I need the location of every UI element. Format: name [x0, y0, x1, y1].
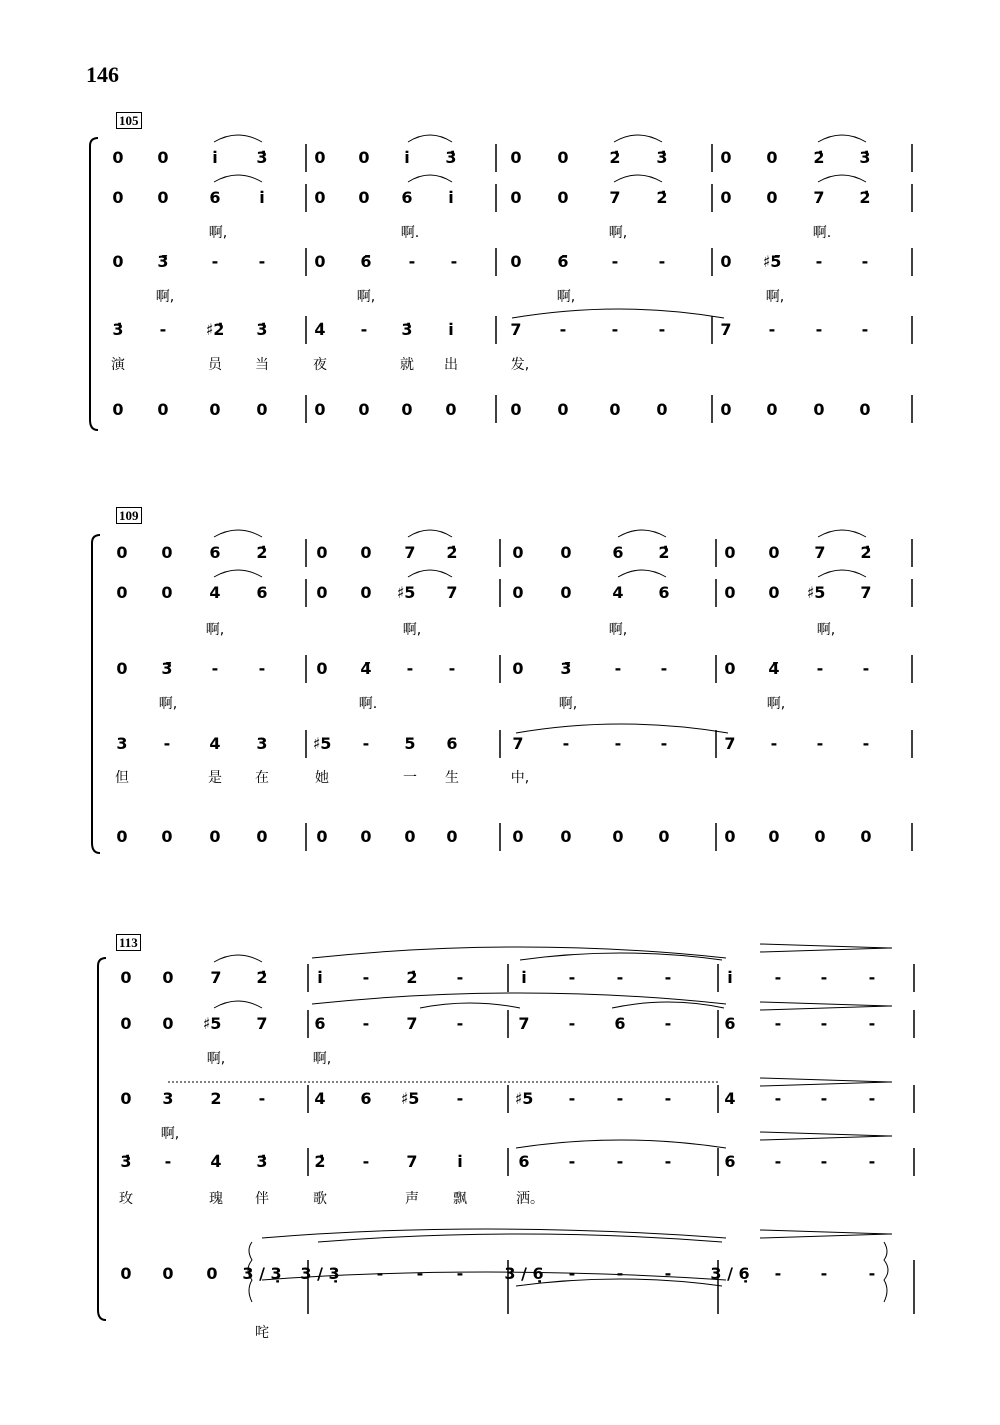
lyric: 啊.: [812, 225, 832, 241]
note: -: [616, 1152, 624, 1171]
note: 0: [720, 252, 732, 271]
note: 6: [614, 1014, 626, 1033]
note: 0: [112, 188, 124, 207]
note: 2̇: [656, 188, 668, 207]
note: i̇: [727, 968, 733, 987]
note: i̇: [521, 968, 527, 987]
note: 2̇: [256, 543, 268, 562]
note: 0: [814, 827, 826, 846]
note: 0: [510, 400, 522, 419]
note: 6: [658, 583, 670, 602]
lyric: 演: [111, 357, 125, 373]
note: 0: [446, 827, 458, 846]
note: -: [815, 252, 823, 271]
note: 0: [720, 188, 732, 207]
note: 4: [612, 583, 624, 602]
note: -: [568, 1152, 576, 1171]
note: 0: [813, 400, 825, 419]
note: -: [768, 320, 776, 339]
note: -: [211, 659, 219, 678]
note: -: [868, 968, 876, 987]
note: 7: [406, 1152, 418, 1171]
lyric: 出: [444, 357, 458, 373]
note: -: [406, 659, 414, 678]
note: -: [770, 734, 778, 753]
note: 7: [609, 188, 621, 207]
lyric: 啊,: [556, 289, 576, 305]
lyric: 啊,: [205, 622, 225, 638]
lyric: 瑰: [209, 1191, 223, 1207]
note: 0: [860, 827, 872, 846]
note: 2: [210, 1089, 222, 1108]
note: 0: [724, 543, 736, 562]
note: -: [258, 1089, 266, 1108]
note: 0: [766, 400, 778, 419]
note: -: [664, 1014, 672, 1033]
note: 0: [314, 148, 326, 167]
note: -: [562, 734, 570, 753]
note: 0: [859, 400, 871, 419]
note: 0: [404, 827, 416, 846]
lyric: 啊,: [608, 225, 628, 241]
score-system-2: [0, 505, 1000, 855]
note: 4: [724, 1089, 736, 1108]
lyric: 啊,: [312, 1051, 332, 1067]
note: -: [408, 252, 416, 271]
note: -: [456, 968, 464, 987]
lyric: 员: [208, 357, 222, 373]
note: 4: [314, 1089, 326, 1108]
lyric: 啊.: [400, 225, 420, 241]
note: -: [868, 1264, 876, 1283]
note: -: [820, 1089, 828, 1108]
note: 4: [209, 734, 221, 753]
note: 5: [404, 734, 416, 753]
note: 4̇: [210, 1152, 222, 1171]
lyric: 啊,: [158, 696, 178, 712]
lyric: 啊,: [765, 289, 785, 305]
note: 0: [360, 827, 372, 846]
note: 0: [162, 968, 174, 987]
note: 0: [512, 543, 524, 562]
note: 0: [658, 827, 670, 846]
note: 0: [120, 1089, 132, 1108]
note: 0: [766, 148, 778, 167]
note: 3̇: [120, 1152, 132, 1171]
note: -: [448, 659, 456, 678]
lyric: 中,: [510, 770, 530, 786]
lyric: 夜: [313, 357, 327, 373]
lyric: 啊,: [558, 696, 578, 712]
note: 3 / 3̣: [300, 1264, 340, 1283]
note: -: [362, 1014, 370, 1033]
note: 0: [560, 543, 572, 562]
note: 3 / 6̣: [504, 1264, 544, 1283]
note: -: [376, 1264, 384, 1283]
note: ♯5: [806, 583, 826, 602]
note: 0: [445, 400, 457, 419]
note: 0: [609, 400, 621, 419]
note: 0: [512, 659, 524, 678]
lyric: 在: [255, 770, 269, 786]
note: -: [568, 1264, 576, 1283]
lyric: 生: [445, 770, 459, 786]
note: 7: [256, 1014, 268, 1033]
note: ♯5: [312, 734, 332, 753]
note: -: [616, 968, 624, 987]
system-1-lines: [0, 110, 1000, 440]
note: -: [664, 1264, 672, 1283]
note: 0: [112, 148, 124, 167]
lyric: 啊,: [816, 622, 836, 638]
note: 0: [116, 583, 128, 602]
note: 0: [316, 583, 328, 602]
note: 0: [656, 400, 668, 419]
note: -: [611, 320, 619, 339]
note: 3: [116, 734, 128, 753]
note: ♯5: [202, 1014, 222, 1033]
note: 0: [314, 252, 326, 271]
note: 6: [446, 734, 458, 753]
note: 0: [766, 188, 778, 207]
note: 0: [720, 148, 732, 167]
note: 3: [256, 734, 268, 753]
note: 0: [720, 400, 732, 419]
note: -: [658, 320, 666, 339]
lyric: 一: [403, 770, 417, 786]
note: 2̇: [609, 148, 621, 167]
note: 0: [116, 543, 128, 562]
note: 0: [724, 583, 736, 602]
note: 3̇: [256, 1152, 268, 1171]
note: i̇: [259, 188, 265, 207]
note: 2̇: [860, 543, 872, 562]
note: 3̄: [157, 252, 169, 271]
note: 0: [557, 148, 569, 167]
note: ♯2̇: [205, 320, 225, 339]
note: 0: [768, 543, 780, 562]
note: 0: [401, 400, 413, 419]
note: 6: [360, 1089, 372, 1108]
note: 7: [720, 320, 732, 339]
note: 3̇: [112, 320, 124, 339]
note: -: [163, 734, 171, 753]
note: 4̄: [360, 659, 372, 678]
note: 0: [560, 583, 572, 602]
note: 0: [316, 543, 328, 562]
note: 2̇: [658, 543, 670, 562]
note: 6: [314, 1014, 326, 1033]
note: i̇: [317, 968, 323, 987]
note: 3 / 6̣: [710, 1264, 750, 1283]
system-3-lines: [0, 930, 1000, 1350]
note: 2̇: [813, 148, 825, 167]
note: -: [658, 252, 666, 271]
lyric: 啊,: [608, 622, 628, 638]
note: -: [456, 1014, 464, 1033]
note: -: [568, 1089, 576, 1108]
lyric: 当: [255, 357, 269, 373]
note: 0: [768, 583, 780, 602]
note: -: [416, 1264, 424, 1283]
note: 0: [256, 400, 268, 419]
note: -: [664, 1152, 672, 1171]
note: 2̇: [256, 968, 268, 987]
lyric: 啊,: [155, 289, 175, 305]
note: 4̇: [314, 320, 326, 339]
note: -: [362, 1152, 370, 1171]
note: 3̄: [161, 659, 173, 678]
lyric: 啊,: [160, 1126, 180, 1142]
note: 0: [358, 400, 370, 419]
note: -: [660, 734, 668, 753]
note: 0: [209, 827, 221, 846]
note: -: [774, 968, 782, 987]
note: 0: [157, 148, 169, 167]
note: 2̇: [314, 1152, 326, 1171]
note: -: [568, 1014, 576, 1033]
note: 7: [518, 1014, 530, 1033]
note: 6̄: [557, 252, 569, 271]
note: -: [211, 252, 219, 271]
note: -: [614, 734, 622, 753]
note: -: [450, 252, 458, 271]
note: 6: [724, 1014, 736, 1033]
note: -: [258, 659, 266, 678]
note: 0: [162, 1014, 174, 1033]
note: 0: [157, 188, 169, 207]
note: 7: [406, 1014, 418, 1033]
note: -: [774, 1014, 782, 1033]
note: i̇: [404, 148, 410, 167]
note: i̇: [448, 320, 454, 339]
lyric: 啊,: [208, 225, 228, 241]
lyric: 歌: [313, 1191, 327, 1207]
score-system-3: [0, 930, 1000, 1350]
note: 0: [161, 543, 173, 562]
note: 2̇: [406, 968, 418, 987]
note: -: [568, 968, 576, 987]
lyric: 她: [315, 770, 329, 786]
note: 7: [446, 583, 458, 602]
note: -: [816, 734, 824, 753]
measure-number: 113: [116, 934, 141, 951]
note: -: [559, 320, 567, 339]
lyric: 啊.: [358, 696, 378, 712]
note: i̇: [448, 188, 454, 207]
page-number: 146: [86, 62, 119, 87]
note: -: [868, 1089, 876, 1108]
note: 0: [360, 543, 372, 562]
note: 6̄: [360, 252, 372, 271]
note: -: [660, 659, 668, 678]
note: 3̇: [401, 320, 413, 339]
note: -: [159, 320, 167, 339]
note: ♯5̄: [762, 252, 782, 271]
note: 0: [120, 1264, 132, 1283]
note: 0: [358, 148, 370, 167]
note: ♯5: [396, 583, 416, 602]
note: 6: [612, 543, 624, 562]
note: ♯5: [514, 1089, 534, 1108]
note: 6: [209, 188, 221, 207]
note: 0: [161, 827, 173, 846]
note: 0: [557, 400, 569, 419]
note: 0: [120, 968, 132, 987]
note: 0: [209, 400, 221, 419]
note: 0: [512, 827, 524, 846]
note: 0: [256, 827, 268, 846]
note: 7: [724, 734, 736, 753]
note: -: [861, 252, 869, 271]
note: -: [862, 734, 870, 753]
note: -: [820, 1152, 828, 1171]
note: 3̇: [256, 320, 268, 339]
note: 0: [162, 1264, 174, 1283]
measure-number: 105: [116, 112, 142, 129]
note: -: [362, 968, 370, 987]
note: 0: [316, 827, 328, 846]
note: -: [862, 659, 870, 678]
note: 0: [512, 583, 524, 602]
note: 6: [209, 543, 221, 562]
note: -: [820, 1264, 828, 1283]
note: -: [360, 320, 368, 339]
note: 0: [557, 188, 569, 207]
note: -: [820, 968, 828, 987]
lyric: 啊,: [402, 622, 422, 638]
note: 3: [162, 1089, 174, 1108]
lyric: 但: [115, 770, 129, 786]
score-system-1: [0, 110, 1000, 440]
note: 0: [116, 659, 128, 678]
lyric: 啊,: [206, 1051, 226, 1067]
note: 0: [510, 252, 522, 271]
note: 4: [209, 583, 221, 602]
note: -: [456, 1089, 464, 1108]
note: -: [664, 1089, 672, 1108]
note: -: [611, 252, 619, 271]
lyric: 伴: [255, 1191, 269, 1207]
note: -: [868, 1152, 876, 1171]
note: 0: [510, 148, 522, 167]
note: 3̇: [859, 148, 871, 167]
note: 0: [157, 400, 169, 419]
lyric: 声: [405, 1191, 419, 1207]
note: i̇: [457, 1152, 463, 1171]
note: 7: [404, 543, 416, 562]
note: 2̇: [446, 543, 458, 562]
note: -: [861, 320, 869, 339]
lyric: 咤: [255, 1325, 269, 1341]
note: 3̄: [560, 659, 572, 678]
lyric: 啊,: [766, 696, 786, 712]
note: -: [820, 1014, 828, 1033]
note: 0: [560, 827, 572, 846]
note: 0: [314, 400, 326, 419]
note: 7: [813, 188, 825, 207]
note: 6: [256, 583, 268, 602]
note: -: [362, 734, 370, 753]
note: -: [616, 1089, 624, 1108]
note: 3̇: [445, 148, 457, 167]
note: -: [816, 659, 824, 678]
note: 7: [814, 543, 826, 562]
note: 0: [316, 659, 328, 678]
note: -: [868, 1014, 876, 1033]
note: -: [614, 659, 622, 678]
note: -: [258, 252, 266, 271]
system-2-lines: [0, 505, 1000, 855]
note: 0: [120, 1014, 132, 1033]
note: 0: [612, 827, 624, 846]
lyric: 玫: [119, 1191, 133, 1207]
note: 7: [510, 320, 522, 339]
lyric: 发,: [510, 357, 530, 373]
note: 0: [314, 188, 326, 207]
note: -: [664, 968, 672, 987]
note: 3̇: [656, 148, 668, 167]
note: 0: [112, 400, 124, 419]
note: 0: [161, 583, 173, 602]
note: 2̇: [859, 188, 871, 207]
note: 0: [360, 583, 372, 602]
note: -: [815, 320, 823, 339]
note: 0: [768, 827, 780, 846]
note: 3̇: [256, 148, 268, 167]
note: 3 / 3̣: [242, 1264, 282, 1283]
note: 6: [724, 1152, 736, 1171]
note: 0: [724, 827, 736, 846]
note: 0: [116, 827, 128, 846]
note: -: [774, 1264, 782, 1283]
note: 7: [512, 734, 524, 753]
note: 0: [358, 188, 370, 207]
note: -: [616, 1264, 624, 1283]
measure-number: 109: [116, 507, 142, 524]
note: 6: [401, 188, 413, 207]
lyric: 飘: [453, 1191, 467, 1207]
lyric: 啊,: [356, 289, 376, 305]
note: -: [774, 1152, 782, 1171]
note: i̇: [212, 148, 218, 167]
note: -: [164, 1152, 172, 1171]
note: -: [774, 1089, 782, 1108]
note: 0: [112, 252, 124, 271]
note: 7: [860, 583, 872, 602]
lyric: 是: [208, 770, 222, 786]
note: ♯5: [400, 1089, 420, 1108]
note: 7: [210, 968, 222, 987]
lyric: 就: [400, 357, 414, 373]
note: 6: [518, 1152, 530, 1171]
note: 0: [510, 188, 522, 207]
note: -: [456, 1264, 464, 1283]
note: 0: [724, 659, 736, 678]
note: 0: [206, 1264, 218, 1283]
note: 4̄: [768, 659, 780, 678]
lyric: 洒。: [516, 1191, 544, 1207]
